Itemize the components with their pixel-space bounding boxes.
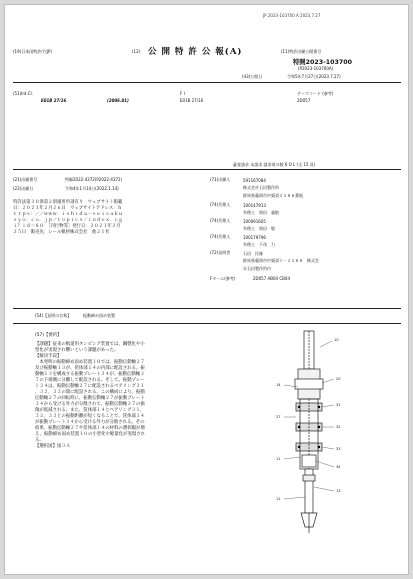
status-divider xyxy=(13,169,401,170)
kind-code: (12) xyxy=(132,49,141,54)
theme-code: 2D057 xyxy=(297,98,311,103)
applicant-name: 株式会社石田製作所 xyxy=(243,185,279,191)
figure-callout: 27 xyxy=(276,415,281,419)
task-heading: 【課題】従来の軌道用タンピング装置では、鋼製化や小 xyxy=(35,342,145,347)
exception-statement xyxy=(13,200,205,236)
applicant-key: (71)出願人 xyxy=(210,177,231,182)
solution-line: ３２，３３との振動距離が短くなることで、筐体部１４ xyxy=(35,414,145,419)
pub-number: 特開2023-103700 xyxy=(293,59,353,66)
solution-line: ト３４は、振動伝動軸２７に配設されるベアリング３１ xyxy=(35,384,145,389)
pub-number-label: (11)特許出願公開番号 xyxy=(281,49,322,54)
exception-line: ｓｙｏ．ｃｏ．ｊｐ／ｔｏｐｉｃｓ／ｉｎｄｅｘ．ｃｇ xyxy=(13,218,123,223)
solution-heading: 【解決手段】 xyxy=(35,354,62,359)
exception-line: ｔｔｐｓ：／／ｗｗｗ．ｉｓｈｉｄａ－ｓｅｉｓａｋｕ xyxy=(13,212,123,217)
invention-title: 振動締め固め装置 xyxy=(83,313,115,318)
status-line: 審査請求 未請求 請求項の数 6 O L (全 15 頁) xyxy=(233,162,316,167)
agent-key: (74)代理人 xyxy=(210,218,231,223)
title-divider xyxy=(13,323,401,324)
office-code: (19)日本国特許庁(JP) xyxy=(13,49,52,54)
publication-title: 公 開 特 許 公 報(A) xyxy=(148,47,243,57)
exception-line: 特許法第３０条第２項適用申請有り ウェブサイト掲載 xyxy=(13,200,123,205)
figure-callout: 33 xyxy=(336,447,341,451)
header-divider xyxy=(13,82,401,83)
solution-line: え、振動締め固め装置１０の小型化や軽量化が実現され xyxy=(35,432,146,437)
agent-id: 100179796 xyxy=(243,235,266,240)
agent-name: 弁理士 岡田 敬 xyxy=(243,226,275,232)
figure-callout: 31 xyxy=(336,403,341,407)
figure-callout: 20 xyxy=(336,377,341,381)
application-date-key: (22)出願日 xyxy=(13,186,34,191)
fi-label: F I xyxy=(180,91,185,96)
figure-callout: 34 xyxy=(336,465,341,469)
fi-code: E01B 27/16 xyxy=(180,98,204,103)
solution-line: ７の下端側に分離して配設される。そして、振動プレー xyxy=(35,378,145,383)
solution-line: 伝動軸２７の回転時に、振動伝動軸２７が振動プレート xyxy=(35,396,145,401)
fterm-key: Fターム(参考) xyxy=(210,276,236,281)
patent-page xyxy=(4,4,409,575)
application-date: 令和4年1月14日(2022.1.14) xyxy=(65,186,119,191)
solution-line: 及び振動軸１３が、筐体部１４の内部に配設される。振 xyxy=(35,366,145,371)
fterm-value: 2D057 AB04 CB04 xyxy=(253,276,290,281)
figure-callout: 12 xyxy=(276,497,281,501)
exception-line: ｉ？ｉｄ＝８０ ［刊行物等］発行日：２０２１年２月 xyxy=(13,224,121,229)
applicant-id: 591167084 xyxy=(243,178,266,183)
figure-callout: 10 xyxy=(334,338,339,342)
figure-callout: 11 xyxy=(276,457,281,461)
solution-line: が振動プレート３４から受ける外力が分散される。その xyxy=(35,420,145,425)
inventor-key: (72)発明者 xyxy=(210,250,231,255)
applicant-address: 群馬県藤岡市中栗須２５８８番地 xyxy=(243,192,303,198)
theme-code-label: テーマコード (参考) xyxy=(297,91,334,96)
biblio-divider xyxy=(13,308,401,309)
solution-line: 結果、振動伝動軸２７や筐体部１４の材料の選択幅が増 xyxy=(35,426,145,431)
pub-number-alt: (P2023-103700A) xyxy=(298,66,334,71)
inventor-name: 石田 民雄 xyxy=(243,251,263,256)
intcl-code: E01B 27/16 xyxy=(41,98,67,103)
top-reference: JP 2023-103700 A 2023.7.27 xyxy=(263,13,321,18)
application-number-key: (21)出願番号 xyxy=(13,177,38,182)
exception-line: 日：２０２１年２月２６日 ウェブサイトアドレス：ｈ xyxy=(13,206,123,211)
agent-id: 100091605 xyxy=(243,219,266,224)
solution-line: ３４から受ける外力が分散されて、振動伝動軸２７の損 xyxy=(35,402,145,407)
solution-line: 傷が低減される。また、筐体部１４とベアリング３１， xyxy=(35,408,145,413)
agent-block xyxy=(243,234,275,249)
exception-line: ２５日 販売先：レール軌材株式会社 他２１社 xyxy=(13,230,110,235)
intcl-label: (51)Int.Cl. xyxy=(13,91,33,96)
solution-line: 本発明の振動締め固め装置１０では、振動伝動軸２７ xyxy=(35,360,145,365)
invention-title-label: (54)【発明の名称】 xyxy=(35,313,72,318)
inventor-block xyxy=(243,250,319,272)
figure-callout: 14 xyxy=(276,383,281,387)
intcl-version: (2006.01) xyxy=(107,98,129,103)
solution-line: 動軸１３を構成する振動プレート３４が、振動伝動軸２ xyxy=(35,372,145,377)
agent-key: (74)代理人 xyxy=(210,234,231,239)
pub-date: 令和5年7月27日(2023.7.27) xyxy=(287,74,341,79)
abstract-label: (57)【要約】 xyxy=(35,333,62,338)
inventor-address: 群馬県藤岡市中栗須１－２５８８ 株式会 xyxy=(243,258,319,264)
agent-block xyxy=(243,202,279,217)
agent-block xyxy=(243,218,275,233)
inventor-address: 社石田製作所内 xyxy=(243,265,271,271)
solution-line: る。 xyxy=(35,438,44,443)
selected-figure-label: 【選択図】図３Ａ xyxy=(35,444,71,449)
figure-callout: 32 xyxy=(336,425,341,429)
agent-name: 弁理士 岡田 義敬 xyxy=(243,210,279,216)
agent-key: (74)代理人 xyxy=(210,202,231,207)
agent-id: 100147913 xyxy=(243,203,266,208)
abstract xyxy=(35,333,227,450)
solution-line: ，３２，３３の間に配設される。この構成により、振動 xyxy=(35,390,145,395)
application-number: 特願2022-4372(P2022-4372) xyxy=(65,177,123,182)
pub-date-label: (43)公開日 xyxy=(242,74,263,79)
tamping-device-drawing xyxy=(270,327,352,539)
task-line: 型化が実現され難いという課題があった。 xyxy=(35,348,119,353)
applicant-block xyxy=(243,177,303,199)
agent-name: 弁理士 下茂 力 xyxy=(243,242,275,248)
figure-callout: 13 xyxy=(336,489,341,493)
